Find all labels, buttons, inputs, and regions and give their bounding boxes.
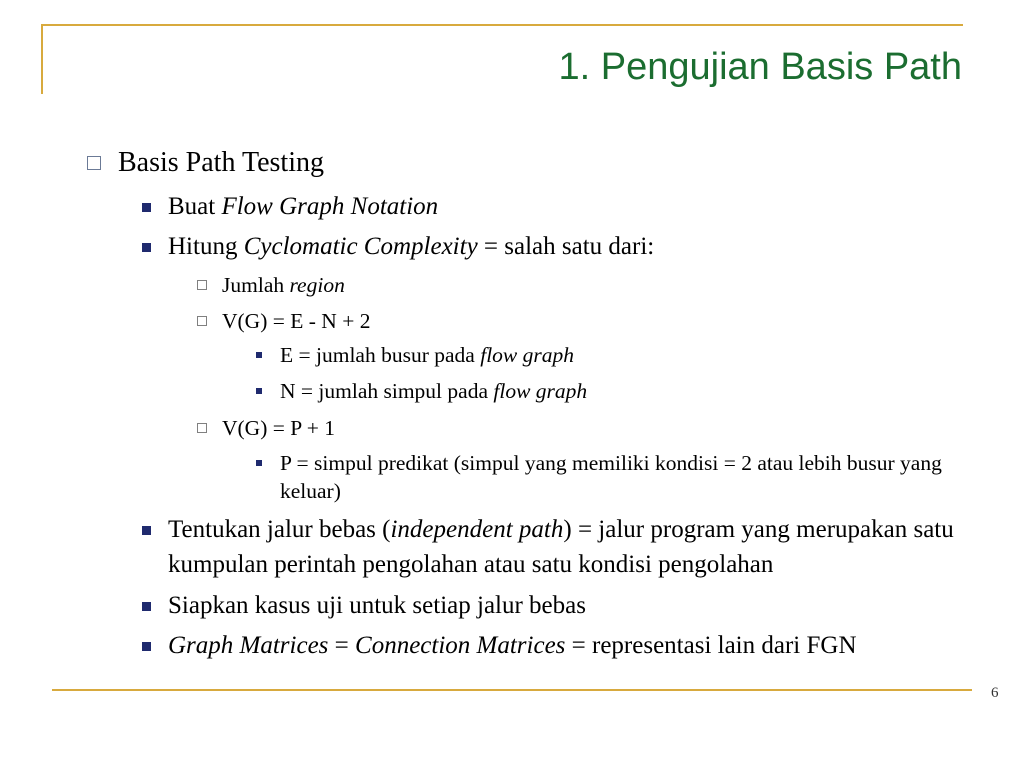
point-text (168, 193, 438, 220)
hollow-square-bullet-icon (197, 316, 207, 326)
italic-term: flow graph (480, 343, 574, 367)
point-text (168, 632, 857, 659)
italic-term: region (289, 273, 345, 297)
text-run: Jumlah (222, 273, 290, 297)
text-run: E = jumlah busur pada (280, 343, 481, 367)
outline-heading (118, 146, 938, 180)
option-region-count (222, 271, 942, 299)
filled-square-bullet-icon (142, 602, 151, 611)
point-independent-paths (168, 512, 973, 582)
text-run: = (328, 632, 356, 659)
hollow-square-bullet-icon (197, 423, 207, 433)
small-square-bullet-icon (256, 352, 262, 358)
slide-title: 1. Pengujian Basis Path (558, 46, 962, 88)
option-text: V(G) = P + 1 (222, 416, 336, 440)
note-predicate-nodes (280, 449, 960, 505)
filled-square-bullet-icon (142, 642, 151, 651)
hollow-square-bullet-icon (87, 156, 101, 170)
text-run: Hitung (168, 233, 244, 260)
italic-term: flow graph (493, 379, 588, 403)
text-run: = salah satu dari: (477, 233, 655, 260)
italic-term: Graph Matrices (168, 632, 329, 659)
option-text: V(G) = E - N + 2 (222, 309, 371, 333)
italic-term: Cyclomatic Complexity (243, 233, 478, 260)
text-run: ) = jalur program yang merupakan satu kumpulan perintah pengolahan atau satu kondisi pengolahan (168, 516, 954, 578)
text-run: = representasi lain dari FGN (565, 632, 857, 659)
filled-square-bullet-icon (142, 526, 151, 535)
italic-term: Connection Matrices (355, 632, 566, 659)
italic-term: independent path (390, 516, 564, 543)
bottom-gold-rule (52, 689, 972, 691)
note-text: P = simpul predikat (simpul yang memiliki kondisi = 2 atau lebih busur yang keluar) (280, 451, 942, 503)
point-text: Siapkan kasus uji untuk setiap jalur bebas (168, 592, 586, 619)
outline-heading-text: Basis Path Testing (118, 147, 324, 178)
note-text (280, 343, 574, 367)
point-text (168, 516, 954, 578)
filled-square-bullet-icon (142, 203, 151, 212)
option-text (222, 273, 345, 297)
italic-term: Flow Graph Notation (221, 193, 439, 220)
note-text (280, 379, 587, 403)
text-run: Buat (168, 193, 222, 220)
small-square-bullet-icon (256, 388, 262, 394)
note-nodes (280, 377, 960, 405)
point-text (168, 233, 654, 260)
hollow-square-bullet-icon (197, 280, 207, 290)
note-edges (280, 341, 960, 369)
option-formula-edges-nodes (222, 307, 942, 335)
option-formula-predicates (222, 414, 942, 442)
text-run: N = jumlah simpul pada (280, 379, 494, 403)
point-test-cases (168, 588, 973, 623)
point-flow-graph (168, 189, 973, 224)
point-graph-matrices (168, 628, 973, 663)
top-gold-rule (41, 24, 963, 26)
point-cyclomatic-complexity (168, 229, 973, 264)
page-number: 6 (991, 685, 999, 701)
text-run: Tentukan jalur bebas ( (168, 516, 391, 543)
small-square-bullet-icon (256, 460, 262, 466)
filled-square-bullet-icon (142, 243, 151, 252)
left-gold-rule (41, 24, 43, 94)
